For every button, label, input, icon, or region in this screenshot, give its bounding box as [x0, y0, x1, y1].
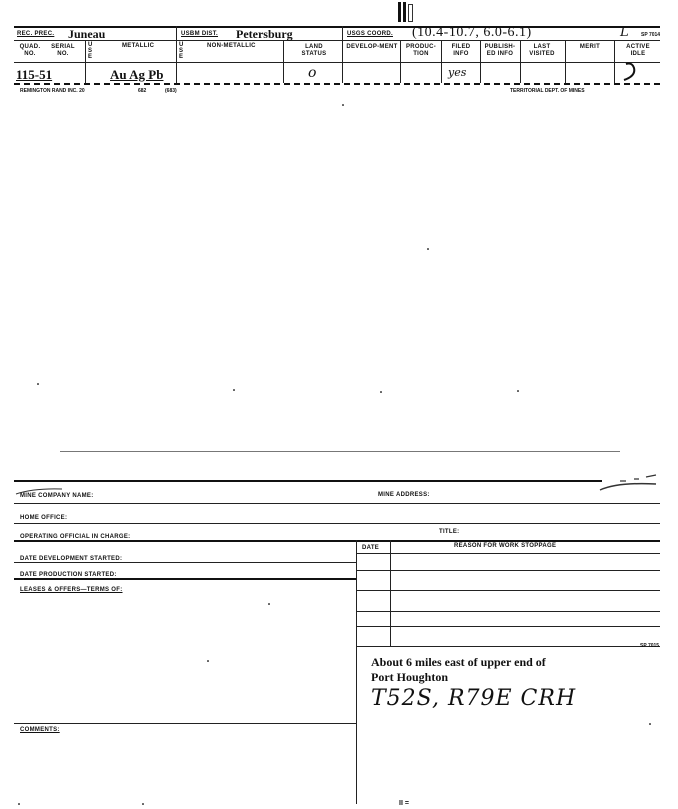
col-filed-info: FILED INFO — [451, 44, 471, 57]
col-serial-no: SERIAL NO. — [51, 44, 75, 57]
record-land-status: o — [308, 65, 317, 81]
check-mark-icon — [622, 58, 644, 82]
usgs-coord-label: USGS COORD. — [347, 31, 393, 37]
corner-mark: L — [620, 25, 629, 40]
binder-mark — [398, 2, 412, 24]
form-code-bottom: SP 7015 — [640, 643, 660, 649]
usbm-dist-value: Petersburg — [236, 27, 293, 41]
record-row-bottom-rule — [14, 83, 660, 85]
printer-code-a: 682 — [138, 88, 147, 94]
col-production: PRODUC-TION — [405, 44, 437, 57]
col-metallic: METALLIC — [122, 43, 155, 49]
date-development-label: DATE DEVELOPMENT STARTED: — [20, 556, 123, 562]
mine-company-top-rule — [14, 480, 602, 482]
col-use-nonmetallic: U S E — [179, 42, 184, 60]
location-line-2: Port Houghton — [371, 670, 449, 684]
agency-imprint: TERRITORIAL DEPT. OF MINES — [510, 88, 585, 94]
rec-prec-value: Juneau — [68, 27, 106, 41]
mine-address-label: MINE ADDRESS: — [378, 492, 430, 498]
usbm-dist-label: USBM DIST. — [181, 31, 219, 37]
col-land-status: LAND STATUS — [301, 44, 327, 57]
printer-code-b: (683) — [165, 88, 177, 94]
title-label: TITLE: — [439, 529, 460, 535]
column-header-bottom-rule — [14, 62, 660, 63]
home-office-label: HOME OFFICE: — [20, 515, 68, 521]
col-published-info: PUBLISH-ED INFO — [484, 44, 516, 57]
location-line-1: About 6 miles east of upper end of — [371, 655, 546, 669]
col-quad-no: QUAD. NO. — [19, 44, 41, 57]
torn-edge-mark — [598, 472, 660, 494]
rec-prec-label: REC. PREC. — [17, 31, 55, 37]
col-last-visited: LAST VISITED — [529, 44, 555, 57]
col-nonmetallic: NON-METALLIC — [207, 43, 256, 49]
col-merit: MERIT — [579, 44, 601, 50]
record-metallic: Au Ag Pb — [110, 67, 164, 82]
mine-company-name-label: MINE COMPANY NAME: — [20, 493, 94, 499]
header-top-rule — [14, 26, 660, 28]
usgs-coord-value: (10.4-10.7, 6.0-6.1) — [412, 25, 532, 40]
printer-imprint: REMINGTON RAND INC. 20 — [20, 88, 85, 94]
leases-offers-label: LEASES & OFFERS—TERMS OF: — [20, 587, 123, 593]
lower-top-faint-rule — [60, 451, 620, 452]
stoppage-table-left-rule — [356, 540, 357, 804]
record-serial: 115-51 — [16, 67, 53, 82]
comments-label: COMMENTS: — [20, 727, 60, 733]
date-production-label: DATE PRODUCTION STARTED: — [20, 572, 117, 578]
col-active-idle: ACTIVE IDLE — [626, 44, 650, 57]
form-code-top: SP 7014 — [641, 32, 661, 38]
handwritten-township-range: T52S, R79E CRH — [371, 686, 577, 711]
record-filed-info: yes — [448, 66, 467, 79]
bottom-mark: II = — [399, 800, 409, 807]
stoppage-reason-header: REASON FOR WORK STOPPAGE — [454, 543, 557, 549]
operating-official-label: OPERATING OFFICIAL IN CHARGE: — [20, 534, 131, 540]
header-bottom-rule — [14, 40, 660, 41]
col-use-metallic: U S E — [88, 42, 93, 60]
col-development: DEVELOP-MENT — [346, 44, 398, 50]
stoppage-date-header: DATE — [362, 545, 380, 551]
